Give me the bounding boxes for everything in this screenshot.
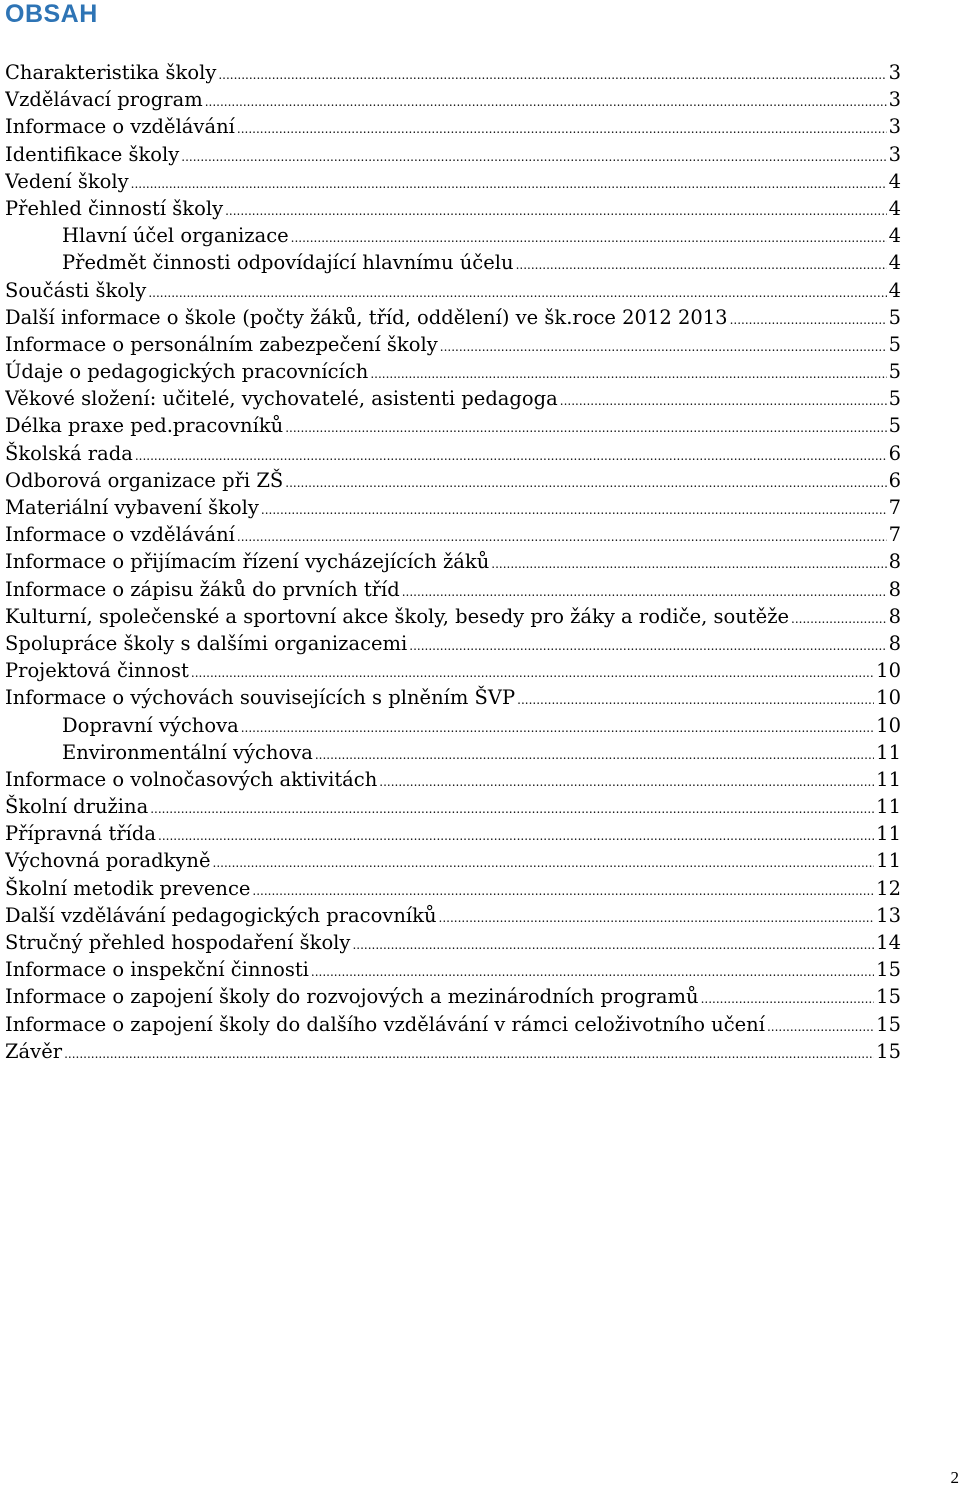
toc-entry-page: 5 (888, 305, 901, 329)
toc-entry[interactable] (5, 630, 901, 657)
toc-entry-label: Informace o přijímacím řízení vycházejících žáků (5, 550, 490, 574)
toc-entry[interactable] (5, 576, 901, 603)
toc-entry[interactable] (5, 712, 901, 739)
toc-dot-leader (158, 823, 874, 847)
toc-entry[interactable] (5, 766, 901, 793)
toc-entry-label: Spolupráce školy s dalšími organizacemi (5, 631, 408, 655)
toc-dot-leader (64, 1041, 874, 1065)
toc-entry-label: Charakteristika školy (5, 61, 217, 84)
toc-entry[interactable] (5, 657, 901, 684)
toc-dot-leader (237, 524, 887, 548)
toc-entry[interactable] (5, 847, 901, 874)
toc-entry[interactable] (5, 168, 901, 195)
toc-entry-page: 5 (888, 360, 901, 384)
toc-entry-label: Identifikace školy (5, 142, 180, 166)
toc-entry-page: 10 (876, 686, 901, 710)
toc-entry-page: 10 (876, 659, 901, 683)
toc-entry-label: Délka praxe ped.pracovníků (5, 414, 284, 438)
toc-entry[interactable] (5, 113, 901, 140)
toc-entry-label: Další vzdělávání pedagogických pracovníků (5, 903, 437, 927)
toc-entry-label: Závěr (5, 1039, 63, 1063)
toc-entry[interactable] (5, 222, 901, 249)
toc-entry[interactable] (5, 1011, 901, 1038)
toc-dot-leader (213, 850, 875, 874)
toc-entry-label: Projektová činnost (5, 659, 189, 683)
toc-entry[interactable] (5, 1038, 901, 1065)
toc-entry-page: 4 (888, 196, 901, 220)
toc-entry[interactable] (5, 467, 901, 494)
toc-entry[interactable] (5, 59, 901, 86)
toc-dot-leader (285, 470, 886, 494)
toc-entry[interactable] (5, 358, 901, 385)
toc-entry-label: Vzdělávací program (5, 88, 203, 112)
toc-entry-label: Informace o vzdělávání (5, 523, 235, 547)
toc-entry-label: Materiální vybavení školy (5, 496, 259, 519)
toc-entry-label: Kulturní, společenské a sportovní akce školy, besedy pro žáky a rodiče, soutěže (5, 604, 790, 628)
toc-entry-label: Školní metodik prevence (5, 876, 251, 900)
toc-dot-leader (218, 62, 886, 86)
toc-dot-leader (148, 280, 886, 304)
toc-entry-label: Informace o personálním zabezpečení školy (5, 332, 438, 356)
toc-entry-label: Informace o zapojení školy do rozvojových a mezinárodních programů (5, 985, 699, 1009)
table-of-contents (5, 59, 901, 1065)
toc-dot-leader (409, 633, 886, 657)
toc-entry[interactable] (5, 793, 901, 820)
toc-entry-page: 11 (876, 767, 901, 791)
toc-entry[interactable] (5, 603, 901, 630)
toc-entry-page: 5 (888, 414, 901, 438)
toc-dot-leader (191, 660, 874, 684)
toc-dot-leader (440, 334, 887, 358)
toc-entry-page: 10 (876, 713, 901, 737)
toc-dot-leader (181, 144, 886, 168)
toc-dot-leader (439, 905, 875, 929)
toc-entry[interactable] (5, 86, 901, 113)
toc-dot-leader (491, 551, 886, 575)
toc-dot-leader (150, 796, 874, 820)
toc-dot-leader (261, 497, 887, 521)
toc-entry-page: 3 (888, 142, 901, 166)
toc-entry[interactable] (5, 548, 901, 575)
toc-dot-leader (402, 579, 887, 603)
toc-entry-page: 7 (888, 496, 901, 519)
toc-entry-page: 11 (876, 740, 901, 764)
toc-dot-leader (205, 89, 887, 113)
toc-entry[interactable] (5, 331, 901, 358)
toc-dot-leader (560, 388, 887, 412)
toc-dot-leader (379, 769, 874, 793)
toc-entry-page: 3 (888, 115, 901, 139)
toc-entry-page: 5 (888, 387, 901, 411)
toc-dot-leader (237, 116, 887, 140)
toc-entry-label: Školní družina (5, 795, 149, 819)
toc-entry-page: 8 (888, 631, 901, 655)
toc-entry-page: 11 (876, 849, 901, 873)
toc-dot-leader (352, 932, 874, 956)
toc-entry-label: Hlavní účel organizace (62, 224, 289, 248)
toc-entry[interactable] (5, 412, 901, 439)
toc-dot-leader (516, 252, 887, 276)
toc-entry-label: Součásti školy (5, 278, 147, 302)
toc-entry-label: Věkové složení: učitelé, vychovatelé, asistenti pedagoga (5, 387, 558, 411)
toc-entry[interactable] (5, 494, 901, 521)
toc-entry-page: 4 (888, 278, 901, 302)
toc-dot-leader (135, 443, 887, 467)
toc-dot-leader (517, 687, 874, 711)
toc-entry-page: 6 (888, 441, 901, 465)
toc-entry-page: 4 (888, 224, 901, 248)
toc-entry-label: Stručný přehled hospodaření školy (5, 931, 351, 954)
toc-entry-label: Informace o zápisu žáků do prvních tříd (5, 577, 400, 601)
toc-entry[interactable] (5, 249, 901, 276)
toc-entry-label: Informace o volnočasových aktivitách (5, 767, 378, 791)
toc-entry-page: 15 (876, 958, 901, 982)
toc-dot-leader (701, 986, 875, 1010)
toc-entry[interactable] (5, 820, 901, 847)
toc-entry-page: 11 (876, 795, 901, 819)
toc-entry-label: Vedení školy (5, 169, 129, 193)
toc-dot-leader (730, 307, 887, 331)
toc-entry[interactable] (5, 684, 901, 711)
toc-entry[interactable] (5, 875, 901, 902)
toc-entry-page: 14 (876, 931, 901, 954)
toc-entry-page: 8 (888, 604, 901, 628)
toc-dot-leader (131, 171, 887, 195)
toc-entry-label: Informace o výchovách souvisejících s plněním ŠVP (5, 686, 516, 710)
toc-entry-page: 4 (888, 251, 901, 275)
toc-entry-page: 6 (888, 468, 901, 492)
toc-entry-page: 3 (888, 61, 901, 84)
page-title: OBSAH (5, 0, 98, 28)
toc-dot-leader (311, 959, 874, 983)
toc-entry[interactable] (5, 440, 901, 467)
toc-entry[interactable] (5, 739, 901, 766)
toc-dot-leader (241, 715, 874, 739)
toc-entry-page: 15 (876, 985, 901, 1009)
toc-entry-label: Předmět činnosti odpovídající hlavnímu účelu (62, 251, 514, 275)
toc-entry-page: 5 (888, 332, 901, 356)
toc-entry-label: Odborová organizace při ZŠ (5, 468, 284, 492)
page-number: 2 (950, 1468, 959, 1487)
toc-entry[interactable] (5, 304, 901, 331)
toc-entry[interactable] (5, 277, 901, 304)
toc-entry-label: Informace o zapojení školy do dalšího vzdělávání v rámci celoživotního učení (5, 1012, 765, 1036)
toc-entry-page: 11 (876, 822, 901, 846)
toc-entry-page: 8 (888, 550, 901, 574)
toc-entry-label: Informace o inspekční činnosti (5, 958, 309, 982)
toc-dot-leader (791, 606, 887, 630)
toc-entry[interactable] (5, 956, 901, 983)
toc-entry-label: Školská rada (5, 441, 133, 465)
toc-entry-page: 15 (876, 1039, 901, 1063)
toc-dot-leader (291, 225, 887, 249)
toc-entry-label: Přehled činností školy (5, 196, 224, 220)
toc-entry-label: Přípravná třída (5, 822, 157, 846)
toc-dot-leader (767, 1014, 874, 1038)
toc-entry[interactable] (5, 141, 901, 168)
toc-entry-label: Environmentální výchova (62, 740, 313, 764)
toc-dot-leader (285, 415, 886, 439)
toc-entry[interactable] (5, 195, 901, 222)
toc-dot-leader (252, 878, 874, 902)
toc-entry-label: Informace o vzdělávání (5, 115, 235, 139)
toc-entry[interactable] (5, 902, 901, 929)
toc-entry[interactable] (5, 929, 901, 956)
toc-entry-page: 3 (888, 88, 901, 112)
toc-entry-label: Dopravní výchova (62, 713, 239, 737)
toc-entry-page: 7 (888, 523, 901, 547)
toc-dot-leader (315, 742, 874, 766)
toc-entry-page: 13 (876, 903, 901, 927)
toc-dot-leader (225, 198, 886, 222)
toc-entry-page: 15 (876, 1012, 901, 1036)
toc-entry-page: 4 (888, 169, 901, 193)
toc-entry-label: Údaje o pedagogických pracovnících (5, 360, 369, 384)
toc-entry-label: Další informace o škole (počty žáků, tříd, oddělení) ve šk.roce 2012 2013 (5, 305, 728, 329)
toc-entry-label: Výchovná poradkyně (5, 849, 211, 873)
toc-entry[interactable] (5, 385, 901, 412)
toc-entry[interactable] (5, 983, 901, 1010)
toc-entry-page: 12 (876, 876, 901, 900)
toc-entry-page: 8 (888, 577, 901, 601)
toc-dot-leader (370, 361, 886, 385)
toc-entry[interactable] (5, 521, 901, 548)
